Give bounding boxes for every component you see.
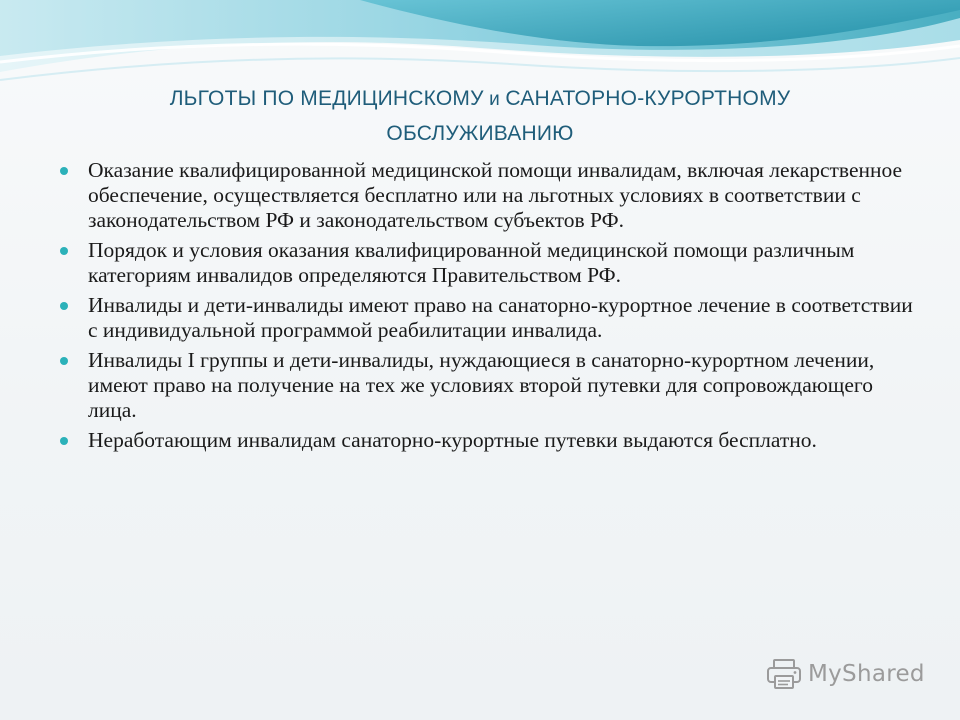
- list-item-text: Неработающим инвалидам санаторно-курортные путевки выдаются бесплатно.: [88, 428, 817, 452]
- list-item-text: Инвалиды I группы и дети-инвалиды, нуждающиеся в санаторно-курортном лечении, имеют право на получение на тех же условиях второй путевки для сопровождающего лица.: [88, 348, 875, 422]
- list-item: [58, 238, 918, 288]
- title-part-1: ЛЬГОТЫ ПО МЕДИЦИНСКОМУ: [169, 87, 484, 110]
- myshared-logo[interactable]: [766, 656, 926, 692]
- title-line-1: [100, 82, 860, 117]
- slide-title: [100, 82, 860, 151]
- title-conjunction: и: [483, 89, 506, 110]
- list-item: [58, 293, 918, 343]
- list-item-text: Инвалиды и дети-инвалиды имеют право на санаторно-курортное лечение в соответствии с индивидуальной программой реабилитации инвалида.: [88, 293, 913, 342]
- list-item: [58, 348, 918, 423]
- printer-icon: [766, 658, 802, 690]
- list-item-text: Оказание квалифицированной медицинской помощи инвалидам, включая лекарственное обеспечение, осуществляется бесплатно или на льготных условиях в соответствии с законодательством РФ и законодательством субъектов РФ.: [88, 158, 903, 232]
- list-item: [58, 158, 918, 233]
- bullet-dot-icon: [60, 357, 68, 365]
- title-line-2: ОБСЛУЖИВАНИЮ: [386, 122, 574, 145]
- title-part-2: САНАТОРНО-КУРОРТНОМУ: [505, 87, 791, 110]
- list-item: [58, 428, 918, 453]
- list-item-text: Порядок и условия оказания квалифицированной медицинской помощи различным категориям инвалидов определяются Правительством РФ.: [88, 238, 855, 287]
- bullet-dot-icon: [60, 302, 68, 310]
- bullet-dot-icon: [60, 247, 68, 255]
- logo-text: MyShared: [808, 661, 925, 687]
- bullet-dot-icon: [60, 437, 68, 445]
- bullet-dot-icon: [60, 167, 68, 175]
- bullet-list: [58, 158, 918, 458]
